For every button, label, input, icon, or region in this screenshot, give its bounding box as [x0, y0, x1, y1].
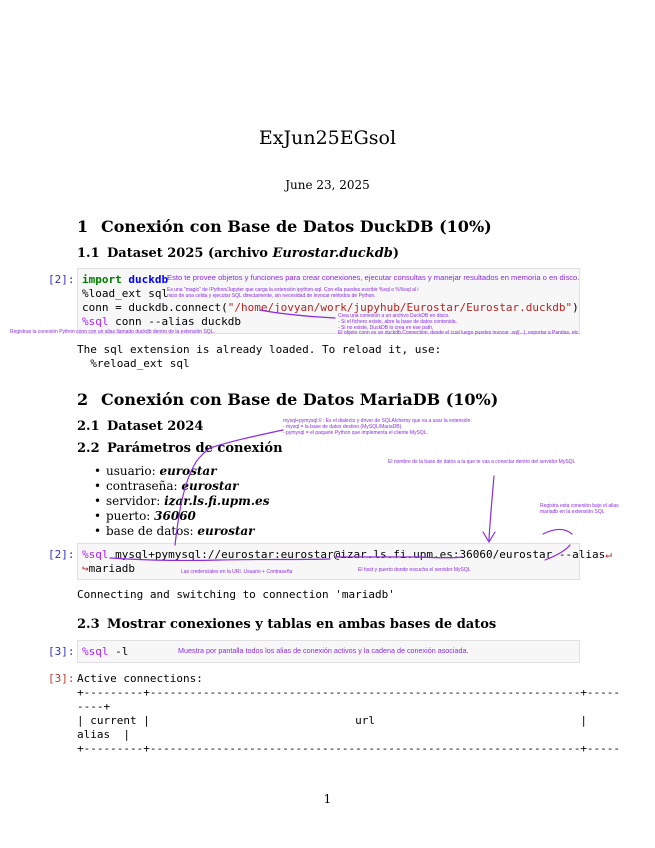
subsection-title: Dataset 2024 [107, 419, 204, 434]
subsection-number: 2.3 [77, 617, 100, 632]
document-title: ExJun25EGsol [258, 127, 397, 149]
input-prompt: [3]: [48, 645, 75, 658]
annotation-line: Es una "magic" de IPython/Jupyter que carga la extensión ipython-sql. Con ella puedes escribir %sql o %%sql al i [167, 287, 419, 293]
annotation-line: El objeto conn es un duckdb.Connection, desde el cual luego puedes invocar .sql(...), exportar a Pandas, etc. [338, 330, 580, 337]
param-value: eurostar [197, 524, 255, 538]
annotation-line: mariadb en la extensión SQL [540, 508, 605, 515]
subsection-number: 1.1 [77, 246, 100, 261]
cell-output: Connecting and switching to connection 'mariadb' [77, 588, 395, 601]
code-magic: %sql [82, 548, 109, 561]
param-label: base de datos: [106, 524, 198, 538]
continuation-marker: ↪ [82, 562, 89, 575]
code-connection-string: mysql+pymysql://eurostar:eurostar@izar.ls.fi.upm.es:36060/eurostar --alias [108, 548, 606, 561]
annotation-host-port: El host y puerto donde escucha el servidor MySQL [358, 567, 471, 573]
page-number: 1 [323, 792, 332, 806]
input-prompt: [2]: [48, 548, 75, 561]
annotation-db-name: El nombre de la base de datos a la que te vas a conectar dentro del servidor MySQL [388, 459, 576, 465]
output-prompt: [3]: [48, 672, 75, 685]
arrow-alias-2 [545, 545, 570, 560]
code-line-4: conn --alias duckdb [108, 315, 241, 328]
param-label: usuario: [106, 464, 160, 478]
section-title: Conexión con Base de Datos MariaDB (10%) [101, 390, 499, 409]
code-line-2: %load_ext sql [82, 287, 169, 300]
document-date: June 23, 2025 [285, 178, 370, 192]
subsection-number: 2.1 [77, 419, 100, 434]
annotation-line: - pymysql = el paquete Python que implementa el cliente MySQL. [283, 429, 428, 436]
annotation-credentials: Las credenciales en la URI. Usuario + Contraseña [181, 569, 293, 575]
subsection-title-end: ) [392, 246, 400, 261]
subsection-number: 2.2 [77, 441, 100, 456]
code-line-3-start: conn = duckdb.connect( [82, 301, 228, 314]
code-module: duckdb [128, 273, 169, 286]
subsection-title-filename: Eurostar.duckdb [272, 246, 393, 261]
subsection-title: Mostrar conexiones y tablas en ambas bases de datos [107, 617, 497, 632]
arrow-connect [260, 310, 335, 318]
underline-credentials [110, 558, 330, 560]
subsection-title: Parámetros de conexión [107, 441, 283, 456]
cell-output: The sql extension is already loaded. To reload it, use: %reload_ext sql [77, 343, 442, 370]
code-magic: %sql [82, 645, 109, 658]
input-prompt: [2]: [48, 273, 75, 286]
annotation-line: - Si el fichero existe, abre la base de datos contenida. [338, 318, 457, 325]
param-label: puerto: [106, 509, 155, 523]
code-continuation: mariadb [88, 562, 135, 575]
arrow-dialect-curve [175, 448, 210, 545]
code-line-3-end: ) [572, 301, 579, 314]
code-magic: %sql [82, 315, 109, 328]
code-args: -l [108, 645, 129, 658]
underline-host [335, 557, 462, 558]
annotation-line: mysql+pymysql:// : Es el dialecto y driver de SQLAlchemy que va a usar la extensión: [283, 418, 472, 424]
connections-table-output: Active connections: +---------+-----------------------------------------------------------------+----- ----+ | current | url | alias | +---------+-----------------------------------------------------------------+----- [77, 672, 621, 755]
arrow-db-name [489, 476, 494, 540]
param-value: eurostar [181, 479, 239, 493]
section-title: Conexión con Base de Datos DuckDB (10%) [101, 217, 492, 236]
arrow-dialect-line [210, 430, 283, 448]
annotation-import: Esto te provee objetos y funciones para crear conexiones, ejecutar consultas y manejar resultados en memoria o en disco. [167, 273, 580, 282]
arrow-alias [543, 530, 572, 535]
annotation-alias: Registras la conexión Python conn con un alias llamado duckdb dentro de la extensión SQL. [10, 329, 215, 335]
wrap-marker: ↵ [605, 548, 612, 561]
annotation-line: - mysql = la base de datos destino (MySQL/MariaDB). [283, 423, 403, 430]
param-label: contraseña: [106, 479, 182, 493]
annotation-line: - Si no existe, DuckDB lo crea en ese path. [338, 324, 434, 331]
param-label: servidor: [106, 494, 165, 508]
section-number: 1 [77, 217, 89, 236]
code-string: "/home/jovyan/work/jupyhub/Eurostar/Eurostar.duckdb" [227, 301, 573, 314]
param-value: eurostar [159, 464, 217, 478]
param-value: izar.ls.fi.upm.es [164, 494, 270, 508]
annotation-line: Crea una conexión a un archivo DuckDB en disco. [338, 313, 450, 319]
annotation-line: Registra esta conexión bajo el alias [540, 503, 619, 509]
annotation-line: nicio de una celda y ejecutar SQL directamente, sin necesidad de invocar métodos de Python. [167, 292, 376, 299]
code-keyword: import [82, 273, 122, 286]
section-number: 2 [77, 390, 89, 409]
param-value: 36060 [154, 509, 196, 523]
subsection-title: Dataset 2025 (archivo [107, 246, 273, 261]
annotation-list-aliases: Muestra por pantalla todos los alias de conexión activos y la cadena de conexión asociada. [178, 646, 469, 655]
